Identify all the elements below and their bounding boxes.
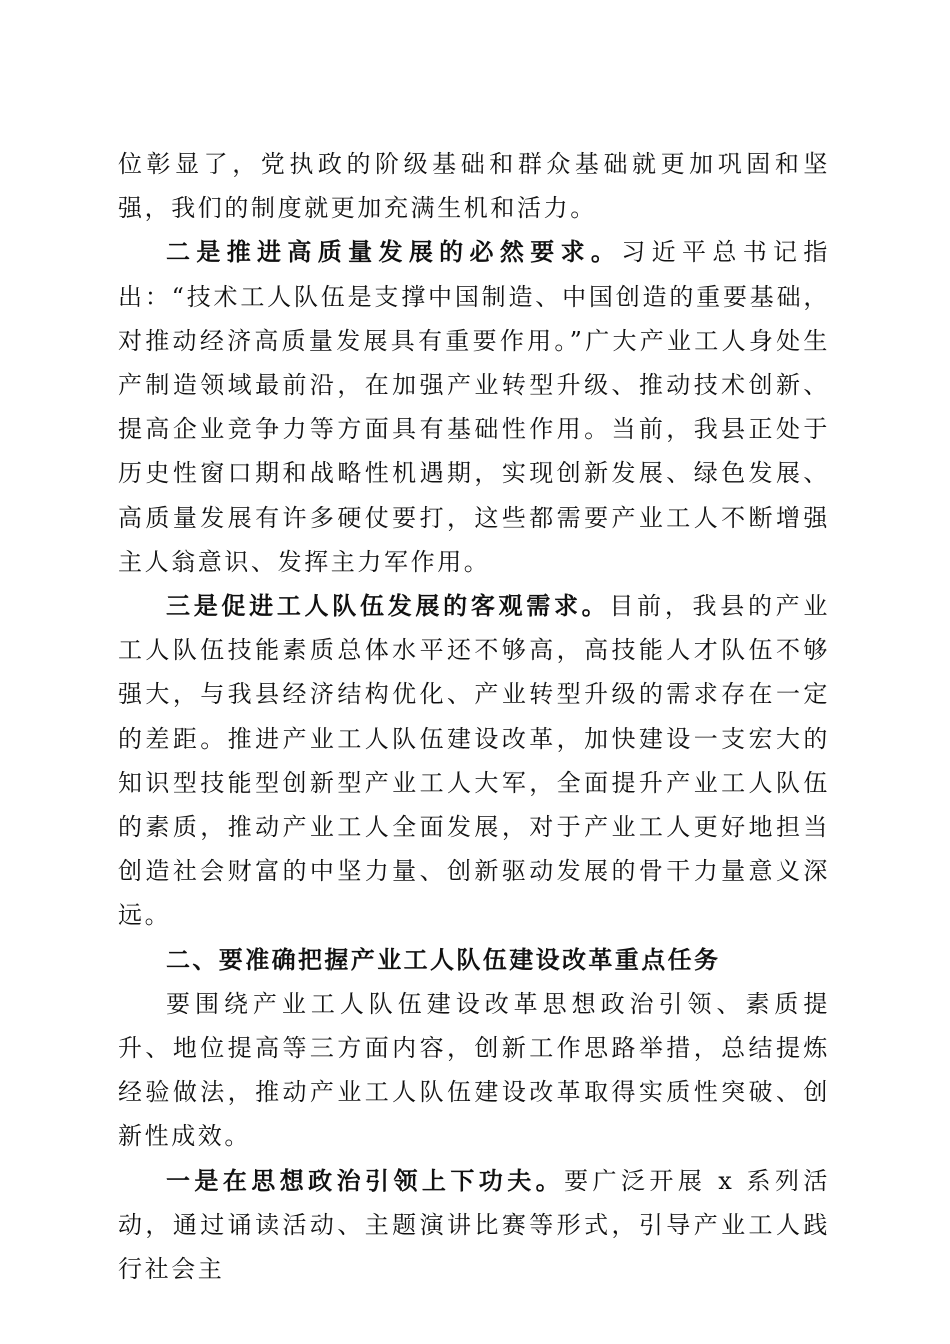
paragraph-ideological-guidance bbox=[118, 1159, 830, 1292]
paragraph-text: 习近平总书记指出：“技术工人队伍是支撑中国制造、中国创造的重要基础，对推动经济高质量发展具有重要作用。”广大产业工人身处生产制造领域最前沿，在加强产业转型升级、推动技术创新、提高企业竞争力等方面具有基础性作用。当前，我县正处于历史性窗口期和战略性机遇期，实现创新发展、绿色发展、高质量发展有许多硬仗要打，这些都需要产业工人不断增强主人翁意识、发挥主力军作用。 bbox=[118, 238, 831, 576]
paragraph-section-intro: 要围绕产业工人队伍建设改革思想政治引领、素质提升、地位提高等三方面内容，创新工作思路举措，总结提炼经验做法，推动产业工人队伍建设改革取得实质性突破、创新性成效。 bbox=[118, 989, 830, 1151]
paragraph-continuation: 位彰显了，党执政的阶级基础和群众基础就更加巩固和坚强，我们的制度就更加充满生机和活力。 bbox=[118, 150, 830, 223]
paragraph-lead: 三是促进工人队伍发展的客观需求。 bbox=[166, 592, 610, 621]
paragraph-workforce-development bbox=[118, 584, 830, 938]
paragraph-lead: 二是推进高质量发展的必然要求。 bbox=[166, 238, 622, 267]
paragraph-text: 要广泛开展 x 系列活动，通过诵读活动、主题演讲比赛等形式，引导产业工人践行社会主 bbox=[118, 1166, 830, 1284]
document-body bbox=[118, 142, 830, 1291]
paragraph-high-quality-development bbox=[118, 230, 830, 584]
paragraph-lead: 一是在思想政治引领上下功夫。 bbox=[166, 1166, 565, 1195]
section-heading: 二、要准确把握产业工人队伍建设改革重点任务 bbox=[166, 945, 721, 974]
paragraph-text: 目前，我县的产业工人队伍技能素质总体水平还不够高，高技能人才队伍不够强大，与我县经济结构优化、产业转型升级的需求存在一定的差距。推进产业工人队伍建设改革，加快建设一支宏大的知识型技能型创新型产业工人大军，全面提升产业工人队伍的素质，推动产业工人全面发展，对于产业工人更好地担当创造社会财富的中坚力量、创新驱动发展的骨干力量意义深远。 bbox=[118, 592, 830, 930]
